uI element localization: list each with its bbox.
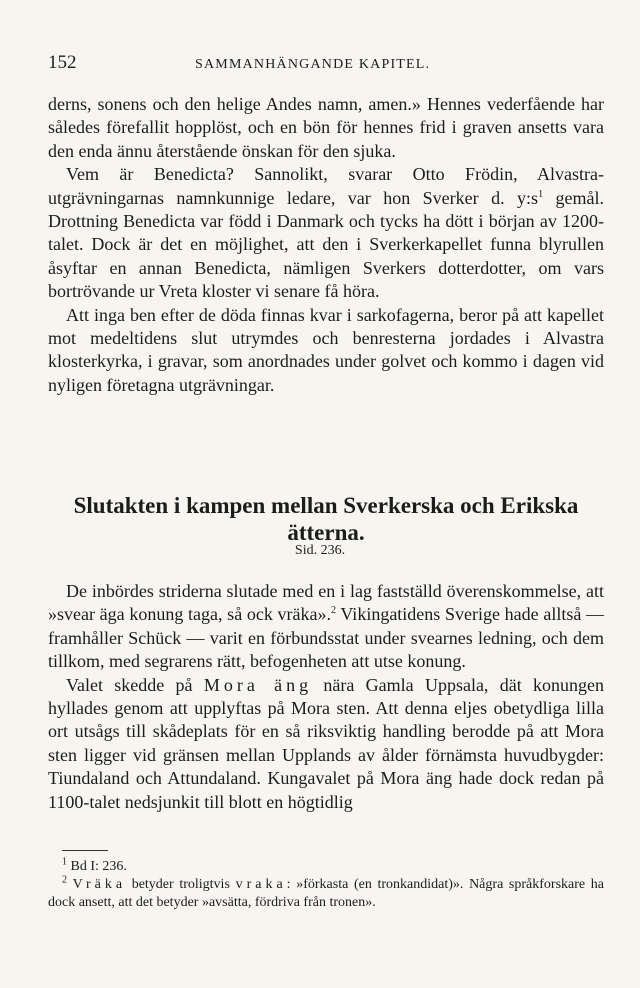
footnote-text: : »förkasta (en tronkandidat)». Några språkforskare ha dock ansett, att det betyder »avsätta, fördriva från tronen». bbox=[48, 877, 604, 910]
paragraph: Att inga ben efter de döda finnas kvar i sarkofagerna, beror på att kapellet mot medeltidens slut utrymdes och benresterna jordades i Alvastra klosterkyrka, i gravar, som anordnades under golvet och kommo i dagen vid nyligen företagna utgrävningar. bbox=[48, 304, 604, 395]
footnote-ref-2: 2 bbox=[331, 605, 337, 617]
spaced-emphasis: vraka bbox=[235, 877, 287, 892]
footnote-divider bbox=[62, 850, 108, 851]
paragraph bbox=[48, 580, 604, 674]
spaced-emphasis: Vräka bbox=[72, 877, 127, 892]
paragraph: derns, sonens och den helige Andes namn, amen.» Hennes vederfående har således förefallit hopplöst, och en bön för hennes frid i graven ansetts vara den enda ännu återstående önskan för den sjuka. bbox=[48, 94, 604, 161]
text-run: gemål. Drottning Benedicta var född i Danmark och tycks ha dött i början av 1200-talet. Dock är det en möjlighet, att den i Sverkerkapellet funna blyrullen åsyftar en annan Benedicta, nämligen Sverkers dotterdotter, om vars bortrövande ur Vreta kloster vi senare få höra. bbox=[48, 187, 604, 302]
text-run: Vem är Benedicta? Sannolikt, svarar Otto Frödin, Alvastra-utgrävningarnas namnkunnige ledare, var hon Sverker d. y:s bbox=[48, 164, 604, 208]
footnotes bbox=[48, 858, 604, 912]
paragraph bbox=[48, 163, 604, 303]
page-number: 152 bbox=[48, 52, 77, 73]
section-page-reference: Sid. 236. bbox=[294, 543, 346, 558]
footnote-marker: 1 bbox=[62, 856, 67, 868]
text-run: nära Gamla Uppsala, dät konungen hyllades genom att upplyftas på Mora sten. Att denna eljes obetydliga lilla ort utsågs till skådeplats för en så riksviktig handling berodde på att Mora sten ligger vid gränsen mellan Upplands av ålder förnämsta huvudbygder: Tiundaland och Attundaland. Kungavalet på Mora äng hade dock redan på 1100-talet nedsjunkit till blott en högtidlig bbox=[48, 674, 604, 812]
paragraph bbox=[48, 674, 604, 814]
text-run: Vikingatidens Sverige hade alltså — framhåller Schück — varit en förbundsstat under svearnes ledning, och dem tillkom, med segrarens rätt, befogenheten att utse konung. bbox=[48, 604, 604, 672]
footnote-2 bbox=[48, 876, 604, 912]
footnote-ref-1: 1 bbox=[538, 188, 544, 200]
section-title: Slutakten i kampen mellan Sverkerska och Erikska ätterna. bbox=[73, 493, 579, 545]
running-head: SAMMANHÄNGANDE KAPITEL. bbox=[195, 57, 431, 72]
section-one-text bbox=[48, 93, 604, 397]
footnote-text: betyder troligtvis bbox=[126, 877, 236, 892]
footnote-text: Bd I: 236. bbox=[67, 859, 127, 874]
text-run: Valet skedde på bbox=[66, 674, 204, 695]
spaced-emphasis: Mora äng bbox=[203, 674, 313, 695]
text-run: De inbördes striderna slutade med en i lag fastställd överenskommelse, att »svear äga konung taga, så ock vräka». bbox=[48, 581, 604, 625]
page-header bbox=[48, 48, 604, 78]
section-two-text bbox=[48, 580, 604, 814]
footnote-1 bbox=[48, 858, 604, 876]
footnote-marker: 2 bbox=[62, 874, 67, 886]
